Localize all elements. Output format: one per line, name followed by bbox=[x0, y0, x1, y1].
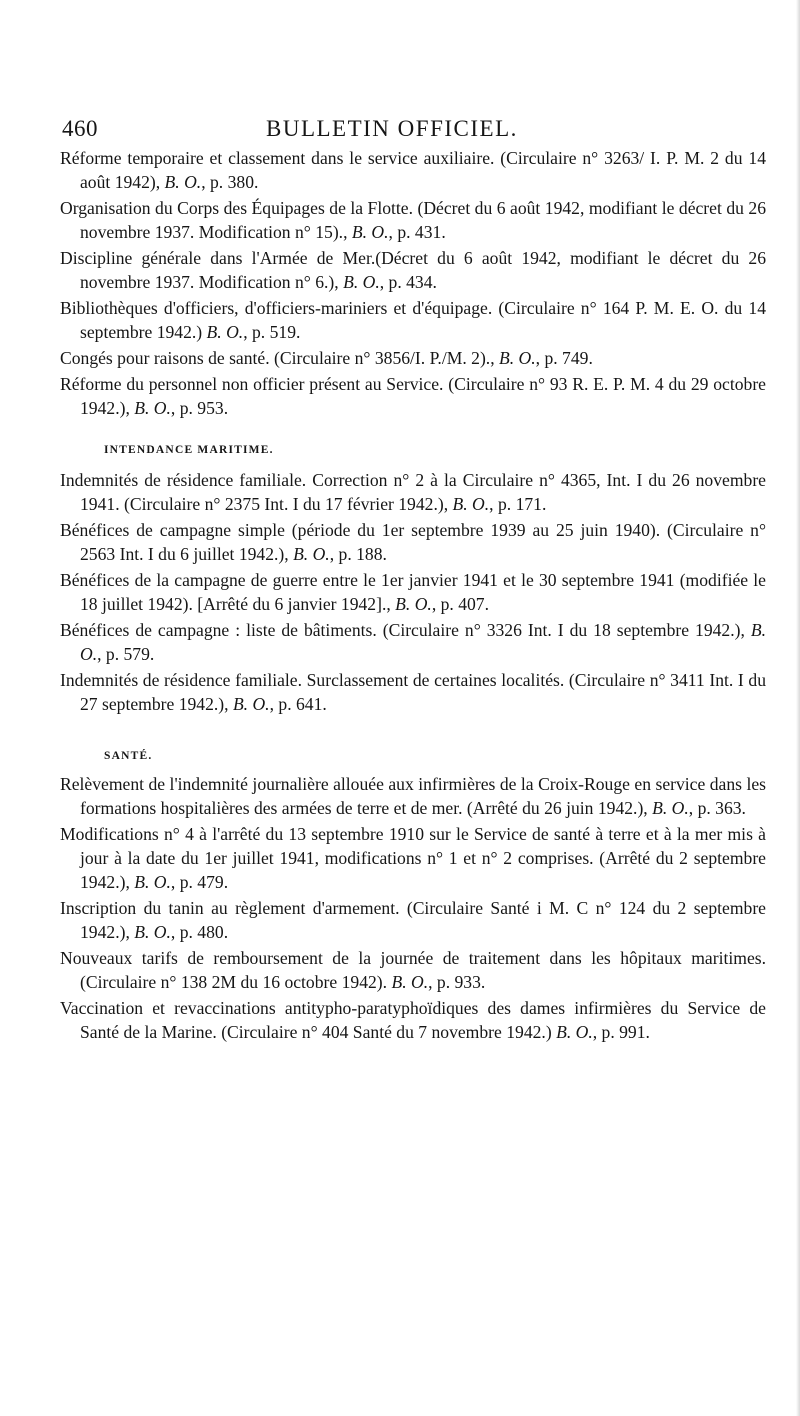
running-title: BULLETIN OFFICIEL. bbox=[266, 116, 518, 141]
page-edge-shadow bbox=[796, 0, 800, 1416]
section-heading-intendance: INTENDANCE MARITIME. bbox=[104, 444, 274, 456]
list-item: Vaccination et revaccinations antitypho-paratyphoïdiques des dames infirmières du Service de Santé de la Marine. (Circulaire n° 404 Santé du 7 novembre 1942.) B. O., p. 991. bbox=[60, 998, 766, 1042]
sante-entries bbox=[60, 772, 766, 1044]
list-item: Indemnités de résidence familiale. Correction n° 2 à la Circulaire n° 4365, Int. I du 26 novembre 1941. (Circulaire n° 2375 Int. I du 17 février 1942.), B. O., p. 171. bbox=[60, 470, 766, 514]
list-item: Bénéfices de la campagne de guerre entre le 1er janvier 1941 et le 30 septembre 1941 (modifiée le 18 juillet 1942). [Arrêté du 6 janvier 1942]., B. O., p. 407. bbox=[60, 570, 766, 614]
intendance-entries bbox=[60, 468, 766, 716]
section-heading-sante: SANTÉ. bbox=[104, 750, 153, 762]
list-item: Organisation du Corps des Équipages de la Flotte. (Décret du 6 août 1942, modifiant le décret du 26 novembre 1937. Modification n° 15)., B. O., p. 431. bbox=[60, 198, 766, 242]
list-item: Réforme du personnel non officier présent au Service. (Circulaire n° 93 R. E. P. M. 4 du 29 octobre 1942.), B. O., p. 953. bbox=[60, 374, 766, 418]
list-item: Relèvement de l'indemnité journalière allouée aux infirmières de la Croix-Rouge en service dans les formations hospitalières des armées de terre et de mer. (Arrêté du 26 juin 1942.), B. O., p. 363. bbox=[60, 774, 766, 818]
list-item: Bibliothèques d'officiers, d'officiers-mariniers et d'équipage. (Circulaire n° 164 P. M. E. O. du 14 septembre 1942.) B. O., p. 519. bbox=[60, 298, 766, 342]
general-entries bbox=[60, 146, 766, 420]
list-item: Nouveaux tarifs de remboursement de la journée de traitement dans les hôpitaux maritimes. (Circulaire n° 138 2M du 16 octobre 1942). B. O., p. 933. bbox=[60, 948, 766, 992]
list-item: Discipline générale dans l'Armée de Mer.(Décret du 6 août 1942, modifiant le décret du 26 novembre 1937. Modification n° 6.), B. O., p. 434. bbox=[60, 248, 766, 292]
list-item: Congés pour raisons de santé. (Circulaire n° 3856/I. P./M. 2)., B. O., p. 749. bbox=[60, 348, 593, 368]
list-item: Indemnités de résidence familiale. Surclassement de certaines localités. (Circulaire n° 3411 Int. I du 27 septembre 1942.), B. O., p. 641. bbox=[60, 670, 766, 714]
page-body bbox=[60, 146, 766, 1046]
list-item: Réforme temporaire et classement dans le service auxiliaire. (Circulaire n° 3263/ I. P. M. 2 du 14 août 1942), B. O., p. 380. bbox=[60, 148, 766, 192]
page-header bbox=[62, 112, 762, 146]
page-number: 460 bbox=[62, 116, 98, 141]
list-item: Modifications n° 4 à l'arrêté du 13 septembre 1910 sur le Service de santé à terre et à la mer mis à jour à la date du 1er juillet 1941, modifications n° 1 et n° 2 comprises. (Arrêté du 2 septembre 1942.), B. O., p. 479. bbox=[60, 824, 766, 892]
list-item: Bénéfices de campagne : liste de bâtiments. (Circulaire n° 3326 Int. I du 18 septembre 1942.), B. O., p. 579. bbox=[60, 620, 766, 664]
list-item: Bénéfices de campagne simple (période du 1er septembre 1939 au 25 juin 1940). (Circulaire n° 2563 Int. I du 6 juillet 1942.), B. O., p. 188. bbox=[60, 520, 766, 564]
list-item: Inscription du tanin au règlement d'armement. (Circulaire Santé i M. C n° 124 du 2 septembre 1942.), B. O., p. 480. bbox=[60, 898, 766, 942]
